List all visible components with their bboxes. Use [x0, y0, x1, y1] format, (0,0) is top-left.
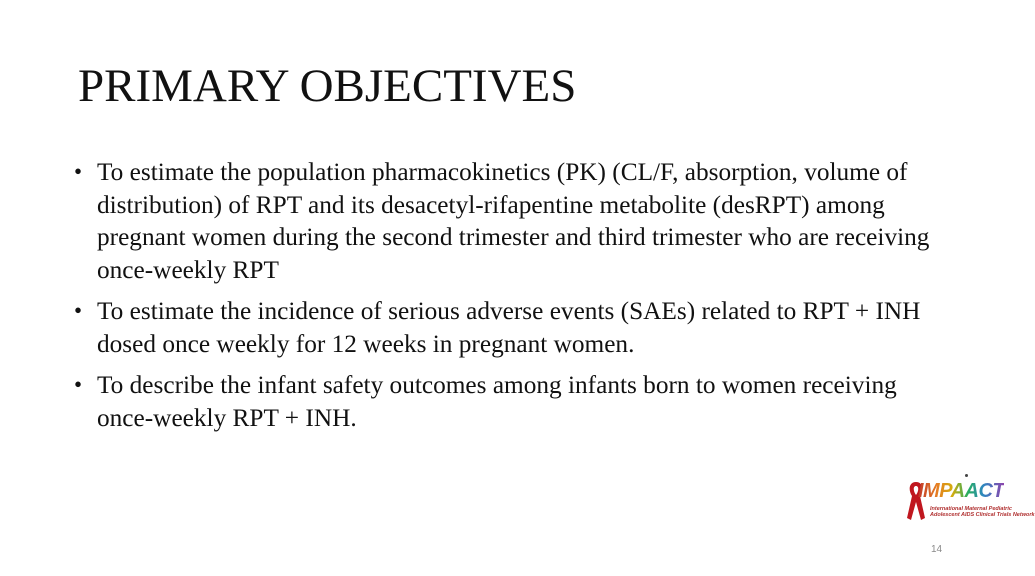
bullet-icon: • [74, 159, 83, 184]
list-item [74, 295, 954, 360]
logo-subtitle-line: International Maternal Pediatric [930, 506, 1012, 512]
objectives-list [74, 156, 954, 443]
list-item [74, 369, 954, 434]
logo-wordmark: IMPAACT [918, 480, 1005, 502]
page-number: 14 [931, 544, 943, 555]
bullet-icon: • [74, 372, 83, 397]
bullet-icon: • [74, 298, 83, 323]
bullet-text: To describe the infant safety outcomes among infants born to women receiving once-weekly RPT + INH. [97, 371, 897, 432]
list-item [74, 156, 954, 286]
bullet-text: To estimate the incidence of serious adverse events (SAEs) related to RPT + INH dosed once weekly for 12 weeks in pregnant women. [97, 297, 921, 358]
logo-subtitle-line: Adolescent AIDS Clinical Trials Network [930, 512, 1035, 518]
impaact-logo [904, 474, 1035, 530]
logo-dot [965, 474, 968, 477]
bullet-text: To estimate the population pharmacokinetics (PK) (CL/F, absorption, volume of distribution) of RPT and its desacetyl-rifapentine metabolite (desRPT) among pregnant women during the second trimester and third trimester who are receiving once-weekly RPT [97, 158, 930, 284]
slide-title: PRIMARY OBJECTIVES [78, 60, 577, 112]
